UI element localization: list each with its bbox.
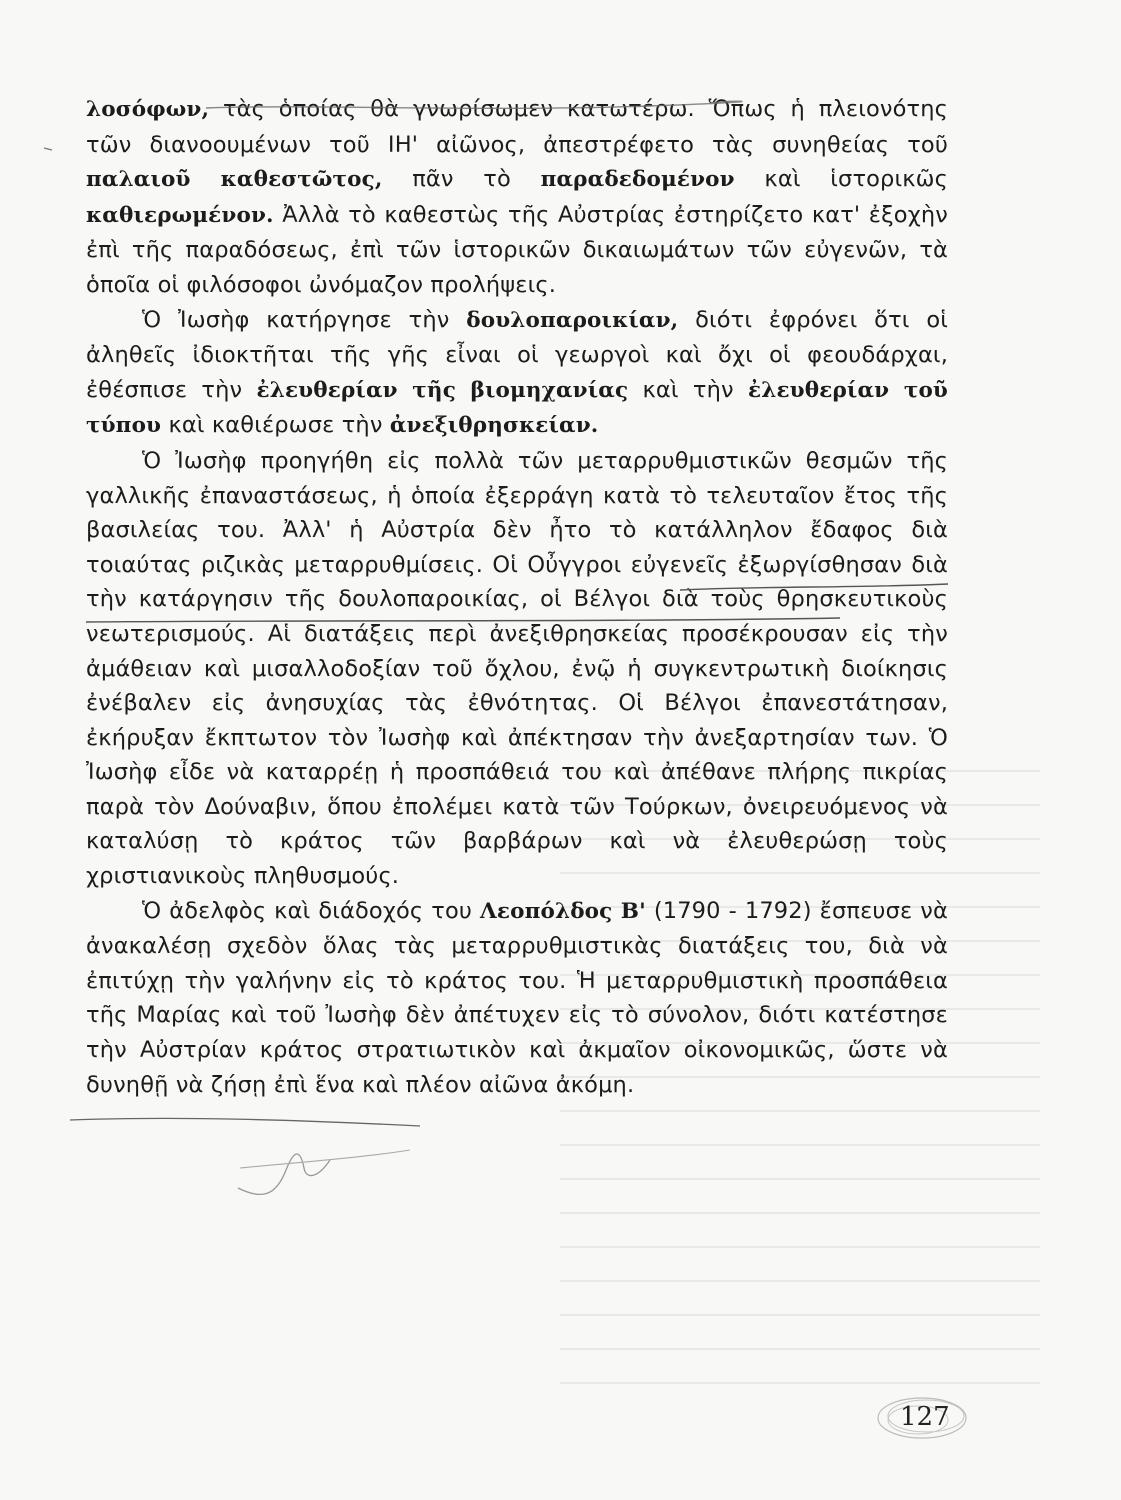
text-segment: Ἀλλὰ τὸ καθεστὼς τῆς Αὐστρίας ἐστηρίζετο κατ' ἐξοχὴν ἐπὶ τῆς παραδόσεως, ἐπὶ τῶν ἱστορικῶν δικαιωμάτων τῶν εὐγενῶν, τὰ ὁποῖα οἱ φιλόσοφοι ὠνόμαζον προλήψεις.: [86, 201, 948, 298]
text-segment: τὰς ὁποίας θὰ γνωρίσωμεν κατωτέρω. Ὅπως ἡ πλειονότης τῶν διανοουμένων τοῦ ΙΗ' αἰῶνος, ἀπεστρέφετο τὰς συνηθείας τοῦ: [86, 96, 948, 158]
paragraph-2: [86, 303, 948, 444]
text-segment: καὶ καθιέρωσε τὴν: [161, 412, 390, 439]
text-segment: καὶ τὴν: [628, 376, 749, 403]
page-number: 127: [900, 1402, 950, 1432]
text-segment: (1790 - 1792) ἔσπευσε νὰ ἀνακαλέσῃ σχεδὸν ὅλας τὰς μεταρρυθμιστικὰς διατάξεις του, διὰ νὰ ἐπιτύχῃ τὴν γαλήνην εἰς τὸ κράτος του. Ἡ μεταρρυθμιστικὴ προσπάθεια τῆς Μαρίας καὶ τοῦ Ἰωσὴφ δὲν ἀπέτυχεν εἰς τὸ σύνολον, διότι κατέστησε τὴν Αὐστρίαν κράτος στρατιωτικὸν καὶ ἀκμαῖον οἰκονομικῶς, ὥστε νὰ δυνηθῇ νὰ ζήσῃ ἐπὶ ἕνα καὶ πλέον αἰῶνα ἀκόμη.: [86, 897, 948, 1098]
paragraph-4: [86, 894, 948, 1103]
paragraph-3: [86, 444, 948, 894]
text-segment: Ὁ Ἰωσὴφ προηγήθη εἰς πολλὰ τῶν μεταρρυθμιστικῶν θεσμῶν τῆς γαλλικῆς ἐπαναστάσεως, ἡ ὁποία ἐξερράγη κατὰ τὸ τελευταῖον ἔτος τῆς βασιλείας του. Ἀλλ' ἡ Αὐστρία δὲν ἦτο τὸ κατάλληλον ἔδαφος διὰ τοιαύτας ριζικὰς μεταρρυθμίσεις. Οἱ Οὖγγροι εὐγενεῖς ἐξωργίσθησαν διὰ τὴν κατάργησιν τῆς δουλοπαροικίας, οἱ Βέλγοι διὰ τοὺς θρησκευτικοὺς νεωτερισμούς. Αἱ διατάξεις περὶ ἀνεξιθρησκείας προσέκρουσαν εἰς τὴν ἀμάθειαν καὶ μισαλλοδοξίαν τοῦ ὄχλου, ἐνῷ ἡ συγκεντρωτικὴ διοίκησις ἐνέβαλεν εἰς ἀνησυχίας τὰς ἐθνότητας. Οἱ Βέλγοι ἐπανεστάτησαν, ἐκήρυξαν ἔκπτωτον τὸν Ἰωσὴφ καὶ ἀπέκτησαν τὴν ἀνεξαρτησίαν των. Ὁ Ἰωσὴφ εἶδε νὰ καταρρέῃ ἡ προσπάθειά του καὶ ἀπέθανε πλήρης πικρίας παρὰ τὸν Δούναβιν, ὅπου ἐπολέμει κατὰ τῶν Τούρκων, ὀνειρευόμενος νὰ καταλύσῃ τὸ κράτος τῶν βαρβάρων καὶ νὰ ἐλευθερώσῃ τοὺς χριστιανικοὺς πληθυσμούς.: [86, 447, 948, 890]
pencil-margin-tick: [44, 148, 52, 150]
text-segment: παλαιοῦ καθεστῶτος,: [86, 167, 383, 193]
text-segment: ἐλευθερίαν τοῦ τύπου: [86, 377, 948, 439]
pencil-check-mark: [238, 1154, 330, 1195]
text-segment: πᾶν τὸ: [382, 166, 541, 193]
pencil-loose-line: [240, 1150, 410, 1168]
text-segment: Ὁ ἀδελφὸς καὶ διάδοχός του: [142, 897, 481, 924]
text-segment: Λεοπόλδος Β': [480, 898, 646, 924]
pencil-underline-3: [70, 1118, 420, 1126]
text-segment: διότι ἐφρόνει ὅτι οἱ ἀληθεῖς ἰδιοκτῆται τῆς γῆς εἶναι οἱ γεωργοὶ καὶ ὄχι οἱ φεουδάρχαι, ἐθέσπισε τὴν: [86, 306, 948, 403]
text-segment: δουλοπαροικίαν,: [466, 307, 679, 333]
paragraph-1: [86, 92, 948, 303]
text-segment: ἐλευθερίαν τῆς βιομηχανίας: [256, 377, 629, 403]
text-segment: καθιερωμένον.: [86, 202, 274, 228]
text-segment: καὶ ἱστορικῶς: [734, 166, 949, 193]
text-segment: παραδεδομένον: [540, 167, 735, 193]
text-segment: Ὁ Ἰωσὴφ κατήργησε τὴν: [142, 306, 467, 333]
text-segment: ἀνεξιθρησκείαν.: [389, 413, 599, 439]
text-segment: λοσόφων,: [86, 97, 210, 122]
body-text: [86, 92, 948, 1102]
